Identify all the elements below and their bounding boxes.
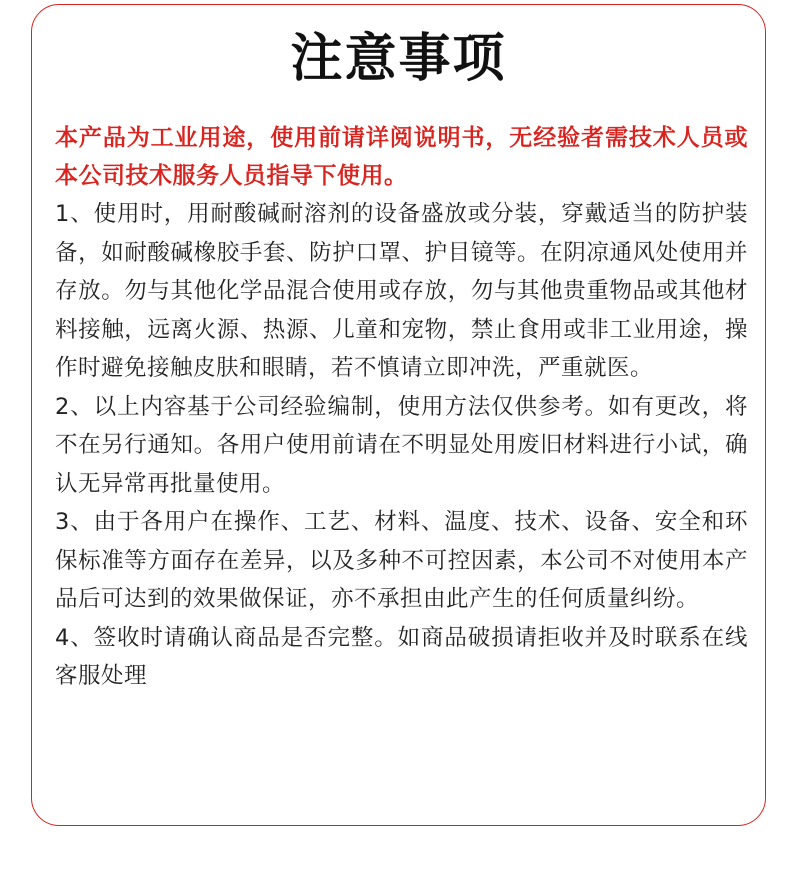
notice-content — [55, 119, 748, 696]
notice-item-3: 3、由于各用户在操作、工艺、材料、温度、技术、设备、安全和环保标准等方面存在差异，以及多种不可控因素，本公司不对使用本产品后可达到的效果做保证，亦不承担由此产生的任何质量纠纷。 — [55, 509, 748, 612]
notice-item-1: 1、使用时，用耐酸碱耐溶剂的设备盛放或分装，穿戴适当的防护装备，如耐酸碱橡胶手套、防护口罩、护目镜等。在阴凉通风处使用并存放。勿与其他化学品混合使用或存放，勿与其他贵重物品或其他材料接触，远离火源、热源、儿童和宠物，禁止食用或非工业用途，操作时避免接触皮肤和眼睛，若不慎请立即冲洗，严重就医。 — [55, 201, 748, 381]
notice-item-2: 2、以上内容基于公司经验编制，使用方法仅供参考。如有更改，将不在另行通知。各用户使用前请在不明显处用废旧材料进行小试，确认无异常再批量使用。 — [55, 393, 748, 497]
notice-item-4: 4、签收时请确认商品是否完整。如商品破损请拒收并及时联系在线客服处理 — [55, 624, 748, 689]
notice-card — [31, 4, 766, 826]
page-title: 注意事项 — [290, 29, 507, 89]
warning-text: 本产品为工业用途，使用前请详阅说明书，无经验者需技术人员或本公司技术服务人员指导下使用。 — [55, 125, 748, 189]
